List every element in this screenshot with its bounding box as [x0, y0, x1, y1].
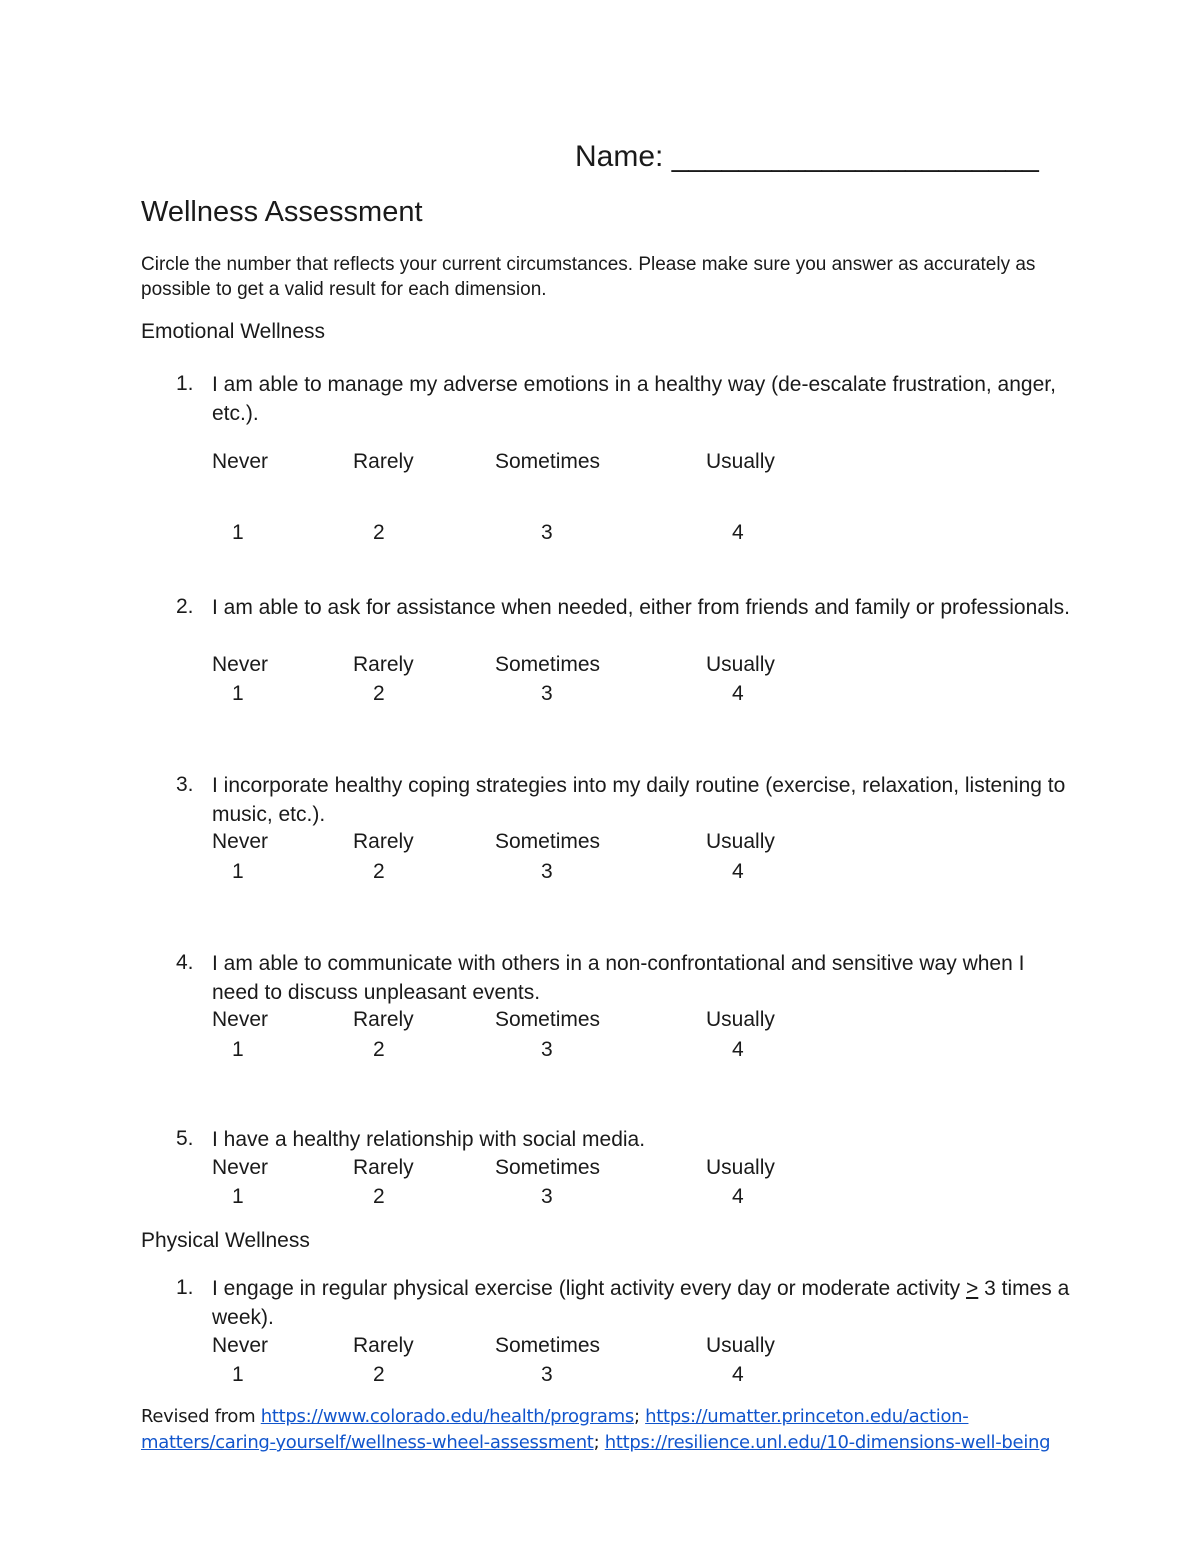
scale-label-usually: Usually [706, 1008, 775, 1031]
rating-option-2[interactable]: 2 [373, 860, 385, 883]
question-text-part: I engage in regular physical exercise (light activity every day or moderate activity [212, 1277, 967, 1300]
section-heading-physical: Physical Wellness [141, 1229, 310, 1252]
scale-label-never: Never [212, 830, 269, 853]
rating-option-4[interactable]: 4 [732, 1363, 744, 1386]
scale-label-rarely: Rarely [353, 653, 414, 676]
rating-option-1[interactable]: 1 [232, 860, 244, 883]
rating-option-3[interactable]: 3 [541, 1363, 553, 1386]
question-number: 3. [176, 773, 194, 796]
rating-option-3[interactable]: 3 [541, 1038, 553, 1061]
citation-separator: ; [593, 1432, 605, 1453]
source-citation [141, 1404, 1061, 1456]
question-text: I am able to manage my adverse emotions in a healthy way (de-escalate frustration, anger, etc.). [212, 373, 1056, 425]
scale-label-sometimes: Sometimes [495, 1156, 601, 1179]
rating-option-2[interactable]: 2 [373, 1185, 385, 1208]
rating-option-3[interactable]: 3 [541, 521, 553, 544]
rating-option-1[interactable]: 1 [232, 521, 244, 544]
scale-label-rarely: Rarely [353, 1008, 414, 1031]
scale-label-rarely: Rarely [353, 450, 414, 473]
name-field-label: Name: ______________________ [575, 140, 1039, 173]
scale-label-sometimes: Sometimes [495, 1334, 601, 1357]
scale-label-rarely: Rarely [353, 1334, 414, 1357]
scale-label-never: Never [212, 653, 269, 676]
scale-label-never: Never [212, 1008, 269, 1031]
rating-option-1[interactable]: 1 [232, 1185, 244, 1208]
question-number: 5. [176, 1127, 194, 1150]
rating-option-1[interactable]: 1 [232, 1363, 244, 1386]
question-number: 1. [176, 1276, 194, 1299]
rating-option-4[interactable]: 4 [732, 1185, 744, 1208]
page-title: Wellness Assessment [141, 196, 423, 228]
question-text: I am able to ask for assistance when needed, either from friends and family or professionals. [212, 596, 1070, 619]
rating-option-3[interactable]: 3 [541, 1185, 553, 1208]
citation-prefix: Revised from [141, 1406, 261, 1427]
scale-label-sometimes: Sometimes [495, 1008, 601, 1031]
rating-option-4[interactable]: 4 [732, 682, 744, 705]
scale-label-rarely: Rarely [353, 1156, 414, 1179]
greater-equal-symbol: > [966, 1277, 979, 1300]
rating-option-1[interactable]: 1 [232, 1038, 244, 1061]
question-number: 2. [176, 595, 194, 618]
scale-label-sometimes: Sometimes [495, 450, 601, 473]
scale-label-sometimes: Sometimes [495, 653, 601, 676]
rating-option-1[interactable]: 1 [232, 682, 244, 705]
scale-label-never: Never [212, 1334, 269, 1357]
scale-label-sometimes: Sometimes [495, 830, 601, 853]
section-heading-emotional: Emotional Wellness [141, 320, 326, 343]
rating-option-4[interactable]: 4 [732, 1038, 744, 1061]
source-link-princeton[interactable]: https://umatter.princeton.edu/action-matters/caring-yourself/wellness-wheel-assessment [141, 1406, 969, 1453]
rating-option-3[interactable]: 3 [541, 860, 553, 883]
question-number: 4. [176, 951, 194, 974]
scale-label-rarely: Rarely [353, 830, 414, 853]
rating-option-3[interactable]: 3 [541, 682, 553, 705]
question-number: 1. [176, 372, 194, 395]
instructions-text: Circle the number that reflects your current circumstances. Please make sure you answer as accurately as possible to get a valid result for each dimension. [141, 254, 1036, 300]
question-text: I incorporate healthy coping strategies into my daily routine (exercise, relaxation, listening to music, etc.). [212, 774, 1066, 826]
question-text-part: 3 times a week). [212, 1277, 1070, 1329]
citation-separator: ; [633, 1406, 646, 1427]
question-text: I have a healthy relationship with social media. [212, 1128, 646, 1151]
rating-option-2[interactable]: 2 [373, 682, 385, 705]
rating-option-4[interactable]: 4 [732, 860, 744, 883]
scale-label-usually: Usually [706, 1334, 775, 1357]
rating-option-2[interactable]: 2 [373, 1038, 385, 1061]
scale-label-usually: Usually [706, 653, 775, 676]
rating-option-2[interactable]: 2 [373, 1363, 385, 1386]
source-link-unl[interactable]: https://resilience.unl.edu/10-dimensions-well-being [604, 1432, 1051, 1453]
rating-option-4[interactable]: 4 [732, 521, 744, 544]
rating-option-2[interactable]: 2 [373, 521, 385, 544]
question-text [212, 1274, 1072, 1332]
question-text: I am able to communicate with others in a non-confrontational and sensitive way when I need to discuss unpleasant events. [212, 952, 1025, 1004]
scale-label-usually: Usually [706, 450, 775, 473]
source-link-colorado[interactable]: https://www.colorado.edu/health/programs [260, 1406, 634, 1427]
scale-label-usually: Usually [706, 1156, 775, 1179]
scale-label-usually: Usually [706, 830, 775, 853]
scale-label-never: Never [212, 1156, 269, 1179]
scale-label-never: Never [212, 450, 269, 473]
